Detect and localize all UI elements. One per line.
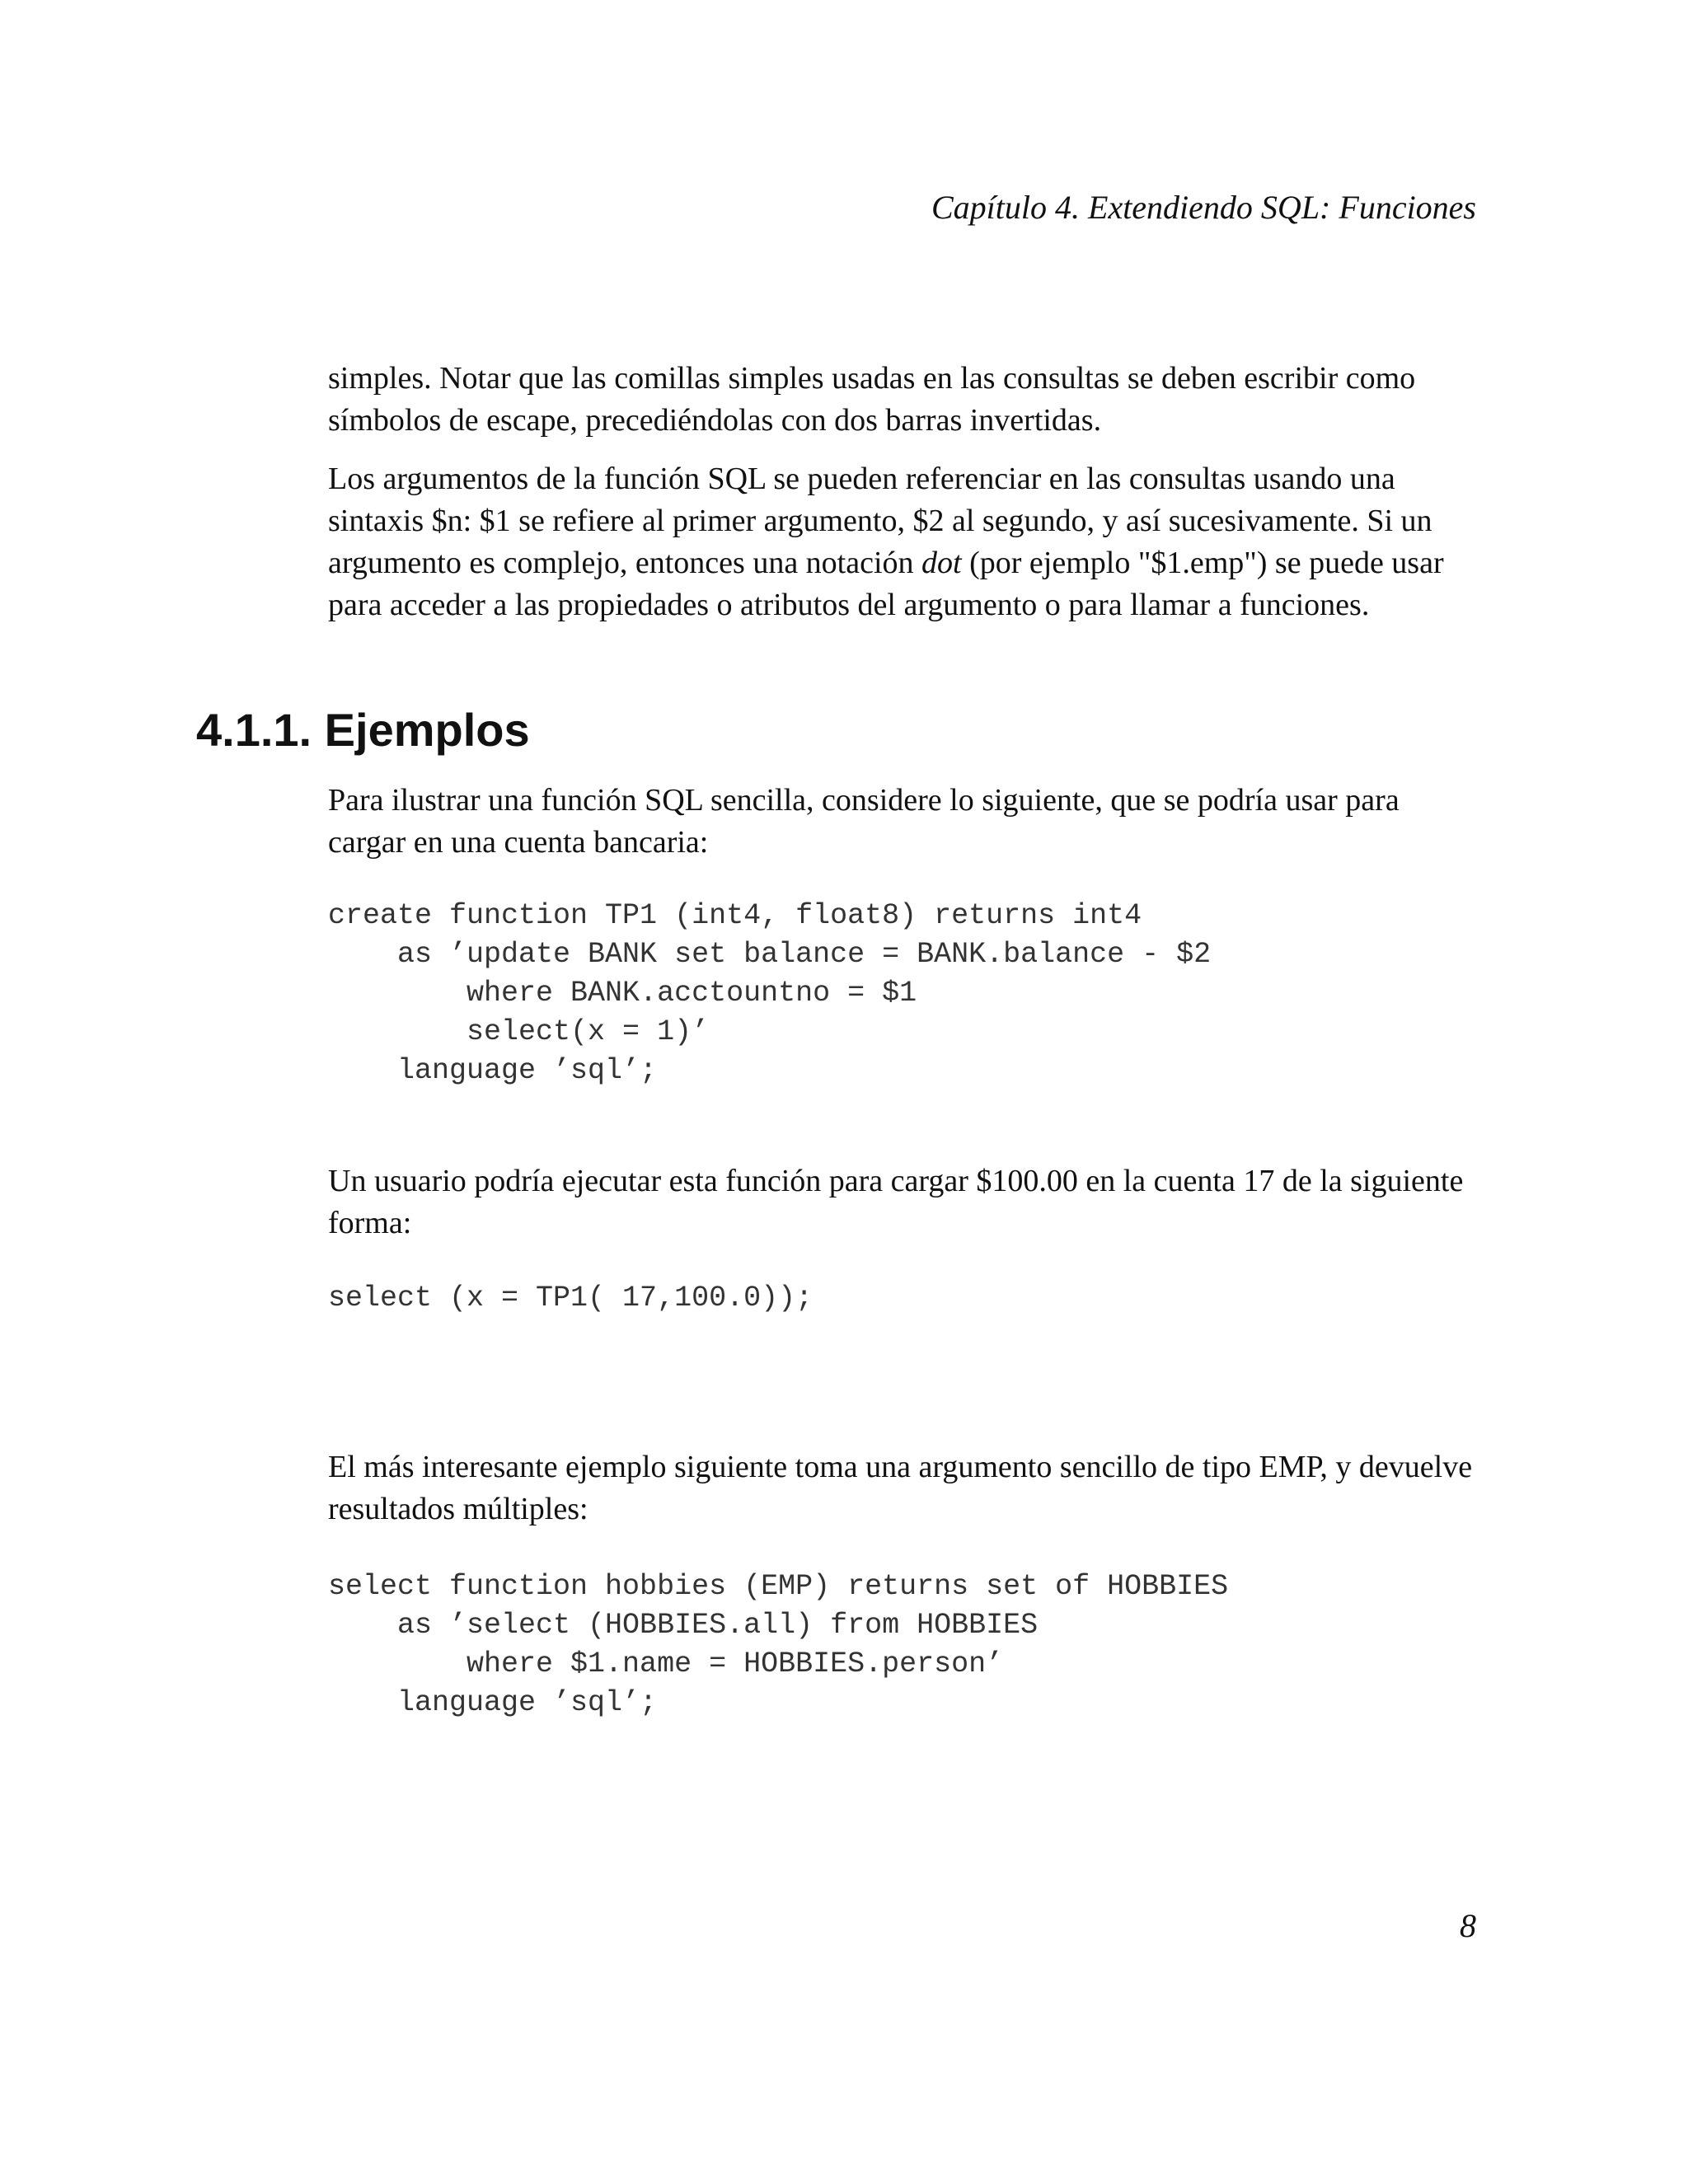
paragraph-arguments	[328, 458, 1482, 626]
paragraph-arguments-text-end: (por ejemplo "$1.emp") se puede usar para acceder a las propiedades o atributos del argumento o para llamar a funciones.	[328, 546, 1444, 622]
code-block-hobbies: select function hobbies (EMP) returns set of HOBBIES as ’select (HOBBIES.all) from HOBBIES where $1.name = HOBBIES.person’ language ’sql’;	[328, 1570, 1229, 1719]
paragraph-arguments-text-start: Los argumentos de la función SQL se pueden referenciar en las consultas usando una sintaxis $n: $1 se refiere al primer argumento, $2 al segundo, y así sucesivamente. Si un argumento es complejo, entonces una notación	[328, 462, 1432, 580]
emphasis-dot: dot	[921, 546, 962, 580]
code-block-select-tp1: select (x = TP1( 17,100.0));	[328, 1282, 814, 1315]
page-number: 8	[1460, 1907, 1476, 1944]
code-block-create-tp1: create function TP1 (int4, float8) returns int4 as ’update BANK set balance = BANK.balance - $2 where BANK.acctountno = $1 select(x = 1)’ language ’sql’;	[328, 899, 1212, 1087]
paragraph-execute-example: Un usuario podría ejecutar esta función para cargar $100.00 en la cuenta 17 de la siguiente forma:	[328, 1164, 1464, 1240]
running-header: Capítulo 4. Extendiendo SQL: Funciones	[931, 189, 1476, 226]
paragraph-escape-quotes: simples. Notar que las comillas simples usadas en las consultas se deben escribir como símbolos de escape, precediéndolas con dos barras invertidas.	[328, 361, 1416, 438]
paragraph-hobbies-example: El más interesante ejemplo siguiente toma una argumento sencillo de tipo EMP, y devuelve resultados múltiples:	[328, 1450, 1473, 1526]
section-heading: 4.1.1. Ejemplos	[196, 704, 530, 756]
paragraph-intro-example: Para ilustrar una función SQL sencilla, considere lo siguiente, que se podría usar para cargar en una cuenta bancaria:	[328, 783, 1400, 860]
